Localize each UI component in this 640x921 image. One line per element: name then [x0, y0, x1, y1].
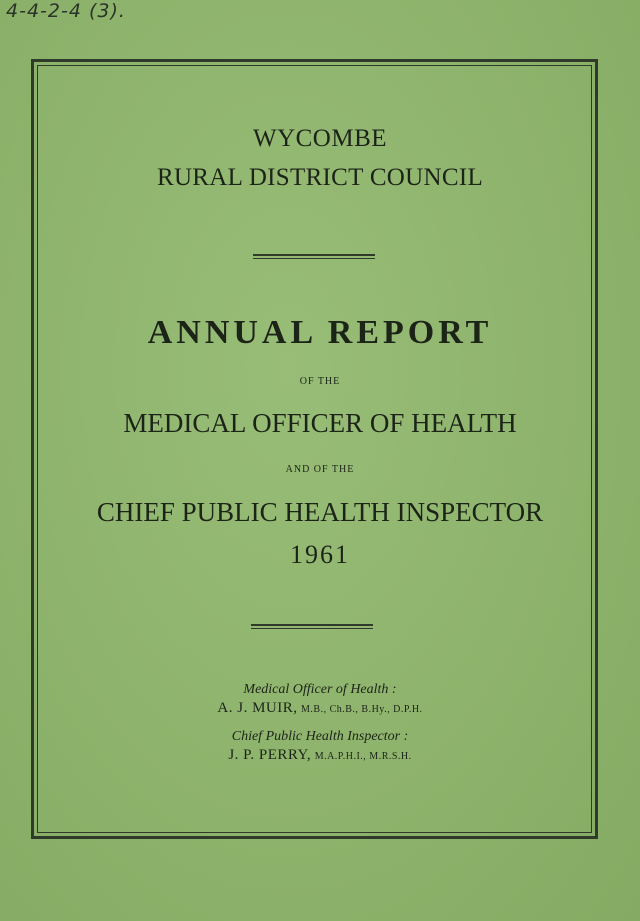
handwritten-catalog-note: 4-4-2-4 (3). — [6, 0, 126, 22]
council-name-line-1: WYCOMBE — [252, 125, 388, 152]
report-title: ANNUAL REPORT — [147, 314, 493, 351]
medical-officer-label: Medical Officer of Health : — [243, 682, 397, 697]
medical-officer-credit — [0, 700, 640, 717]
and-of-the-caption: AND OF THE — [285, 464, 355, 475]
health-inspector-credit — [0, 747, 640, 764]
chief-inspector-heading: CHIEF PUBLIC HEALTH INSPECTOR — [96, 497, 544, 527]
medical-officer-qualifications: M.B., Ch.B., B.Hy., D.P.H. — [301, 704, 423, 715]
of-the-caption: OF THE — [299, 376, 341, 387]
medical-officer-heading: MEDICAL OFFICER OF HEALTH — [123, 408, 517, 438]
health-inspector-name: J. P. PERRY, — [228, 747, 312, 763]
report-year: 1961 — [290, 540, 350, 569]
medical-officer-name: A. J. MUIR, — [217, 700, 298, 716]
council-name-line-2: RURAL DISTRICT COUNCIL — [156, 164, 484, 191]
health-inspector-qualifications: M.A.P.H.I., M.R.S.H. — [314, 751, 412, 762]
health-inspector-label: Chief Public Health Inspector : — [231, 729, 409, 744]
